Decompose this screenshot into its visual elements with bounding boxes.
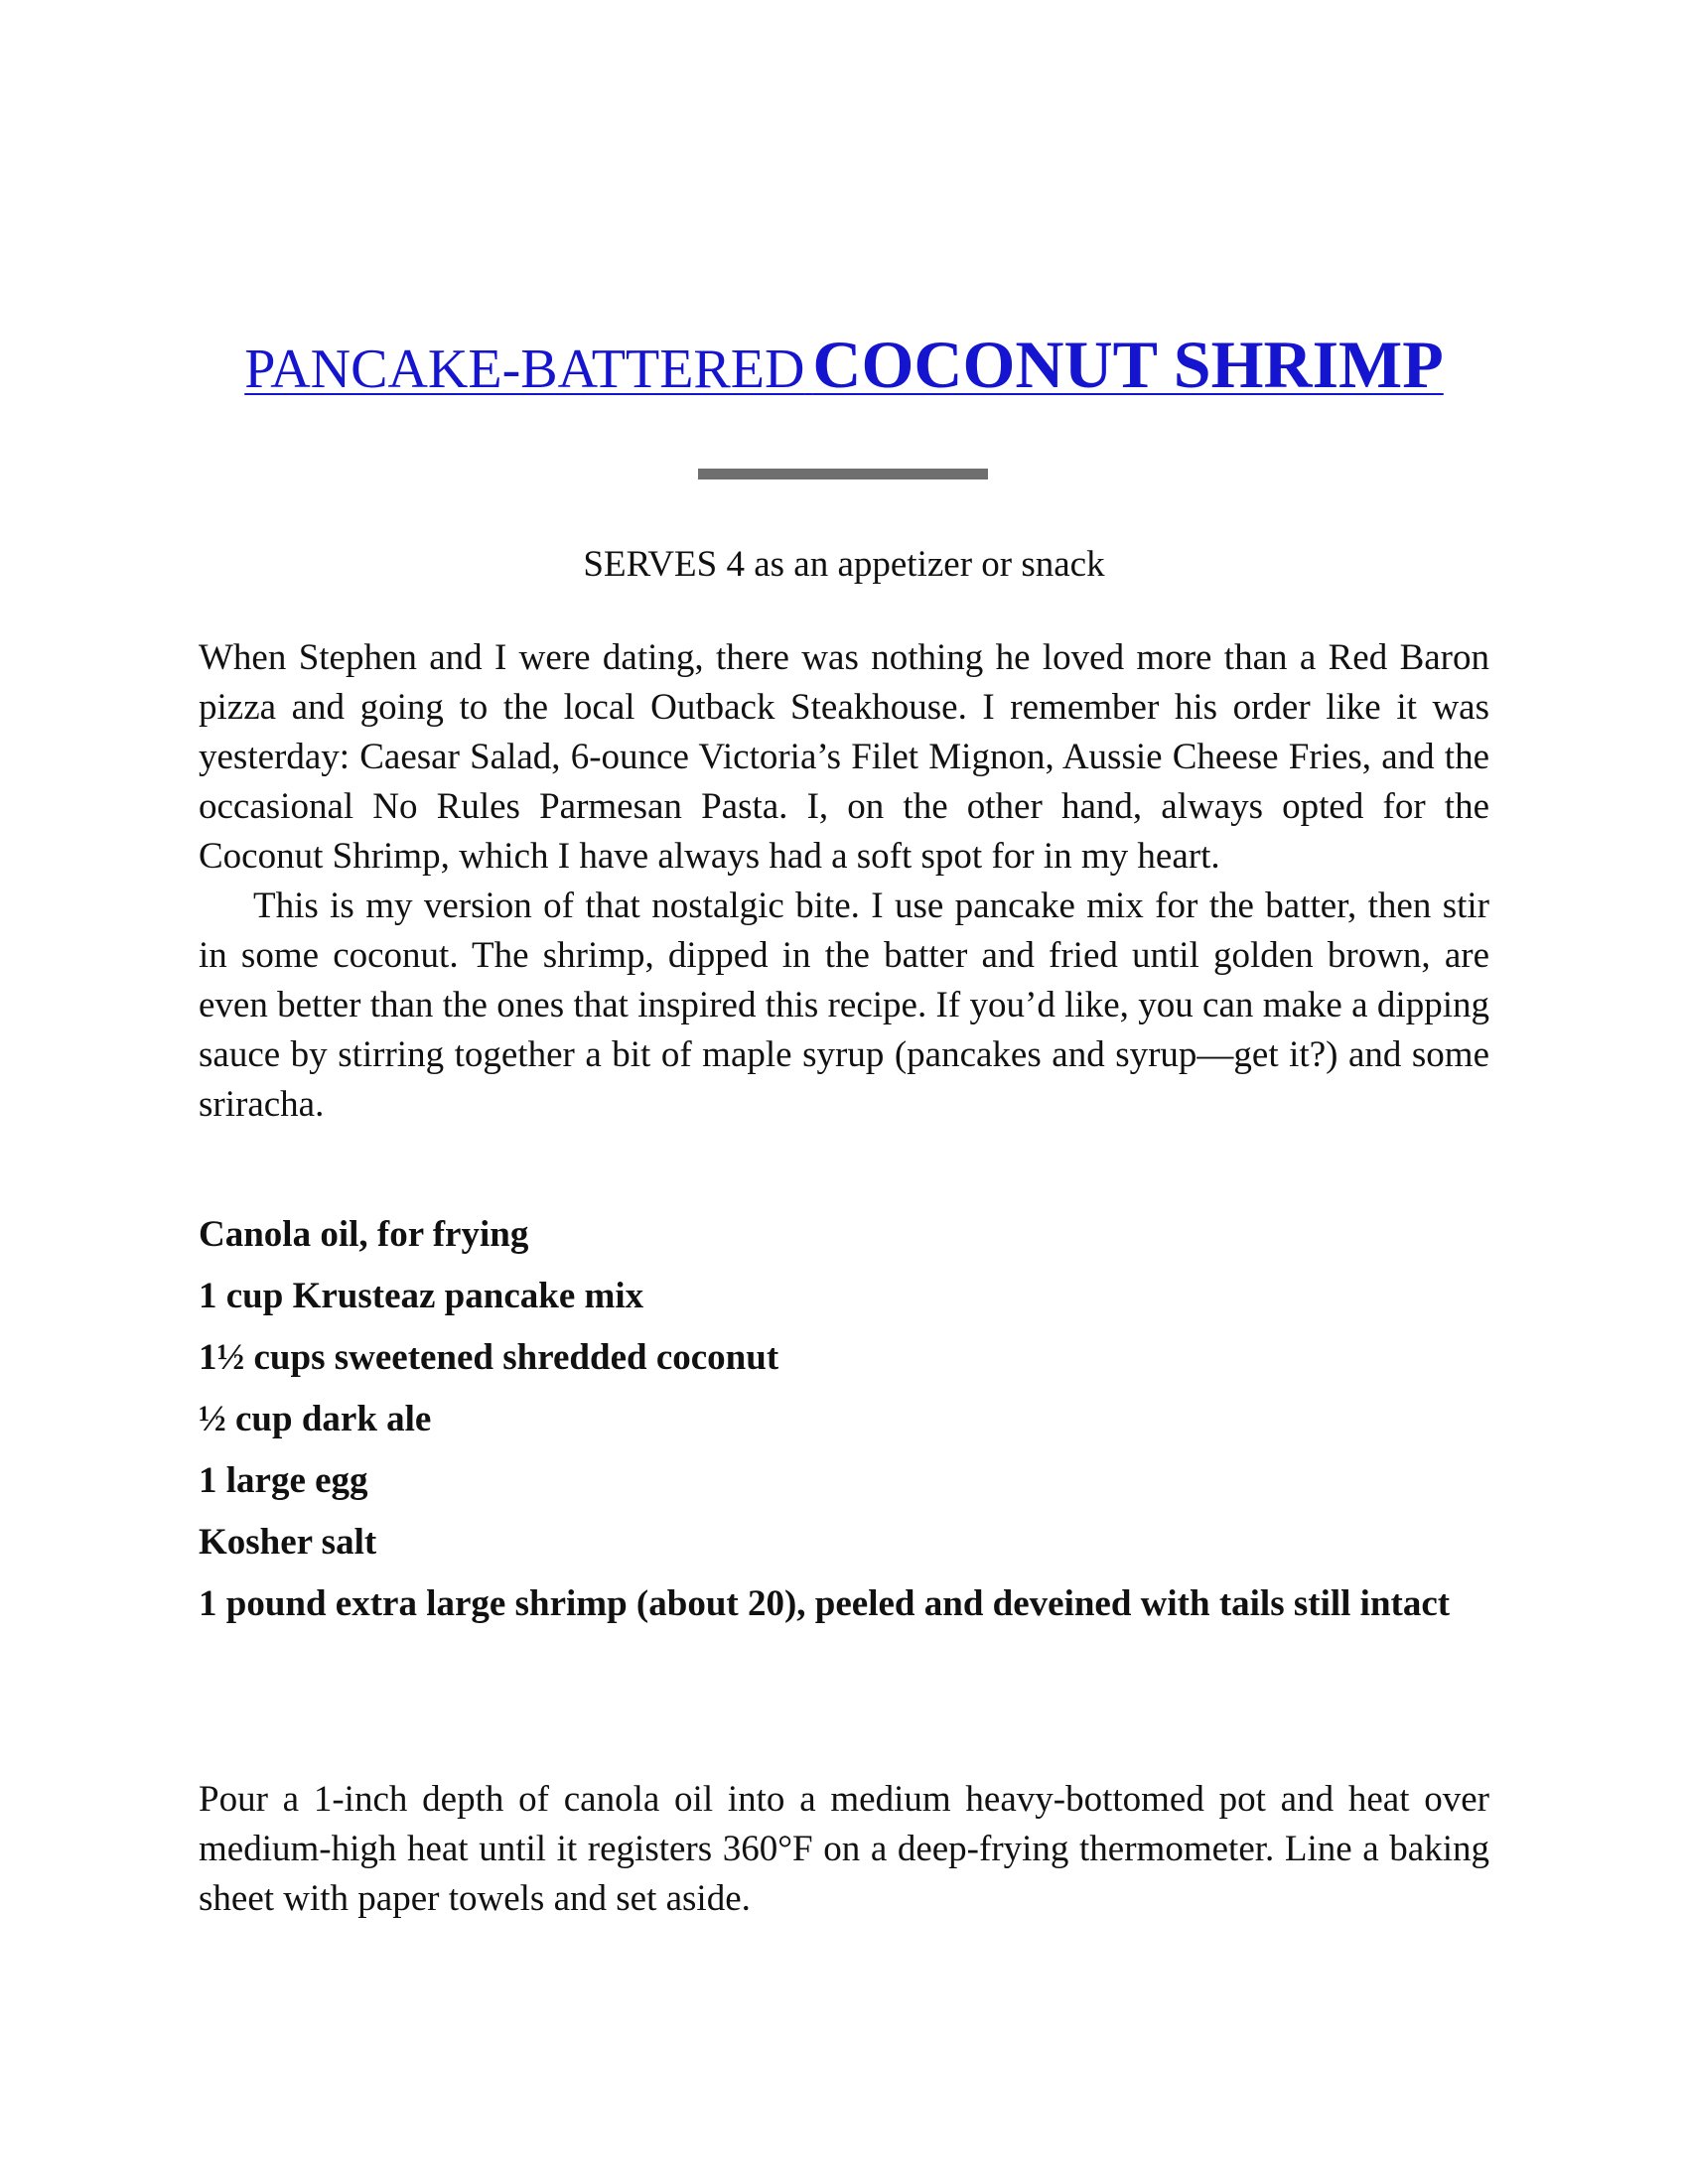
serves-line: SERVES 4 as an appetizer or snack xyxy=(583,544,1105,585)
headnote-paragraph: When Stephen and I were dating, there was nothing he loved more than a Red Baron pizza and going to the local Outback Steakhouse. I remember his order like it was yesterday: Caesar Salad, 6-ounce Victoria’s Filet Mignon, Aussie Cheese Fries, and the occasional No Rules Parmesan Pasta. I, on the other hand, always opted for the Coconut Shrimp, which I have always had a soft spot for in my heart. xyxy=(199,637,1489,877)
ingredient-item: 1½ cups sweetened shredded coconut xyxy=(199,1337,779,1378)
ingredient-list xyxy=(199,1214,1489,1650)
recipe-title-link[interactable] xyxy=(244,327,1444,402)
recipe-title xyxy=(0,328,1688,402)
title-prefix: PANCAKE-BATTERED xyxy=(244,339,805,400)
ingredient-item: 1 pound extra large shrimp (about 20), peeled and deveined with tails still intact xyxy=(199,1583,1451,1624)
ingredient-item: Canola oil, for frying xyxy=(199,1214,529,1255)
ingredient-item: ½ cup dark ale xyxy=(199,1399,432,1439)
method-step: Pour a 1-inch depth of canola oil into a medium heavy-bottomed pot and heat over medium-high heat until it registers 360°F on a deep-frying thermometer. Line a baking sheet with paper towels and set aside. xyxy=(199,1779,1489,1919)
headnote-paragraph: This is my version of that nostalgic bite. I use pancake mix for the batter, then stir in some coconut. The shrimp, dipped in the batter and fried until golden brown, are even better than the ones that inspired this recipe. If you’d like, you can make a dipping sauce by stirring together a bit of maple syrup (pancakes and syrup—get it?) and some sriracha. xyxy=(199,886,1489,1125)
title-divider xyxy=(698,469,988,479)
ingredient-item: 1 large egg xyxy=(199,1460,368,1501)
title-main: COCONUT SHRIMP xyxy=(812,327,1444,402)
headnote xyxy=(199,633,1489,1130)
ingredient-item: 1 cup Krusteaz pancake mix xyxy=(199,1276,644,1316)
ingredient-item: Kosher salt xyxy=(199,1522,377,1563)
